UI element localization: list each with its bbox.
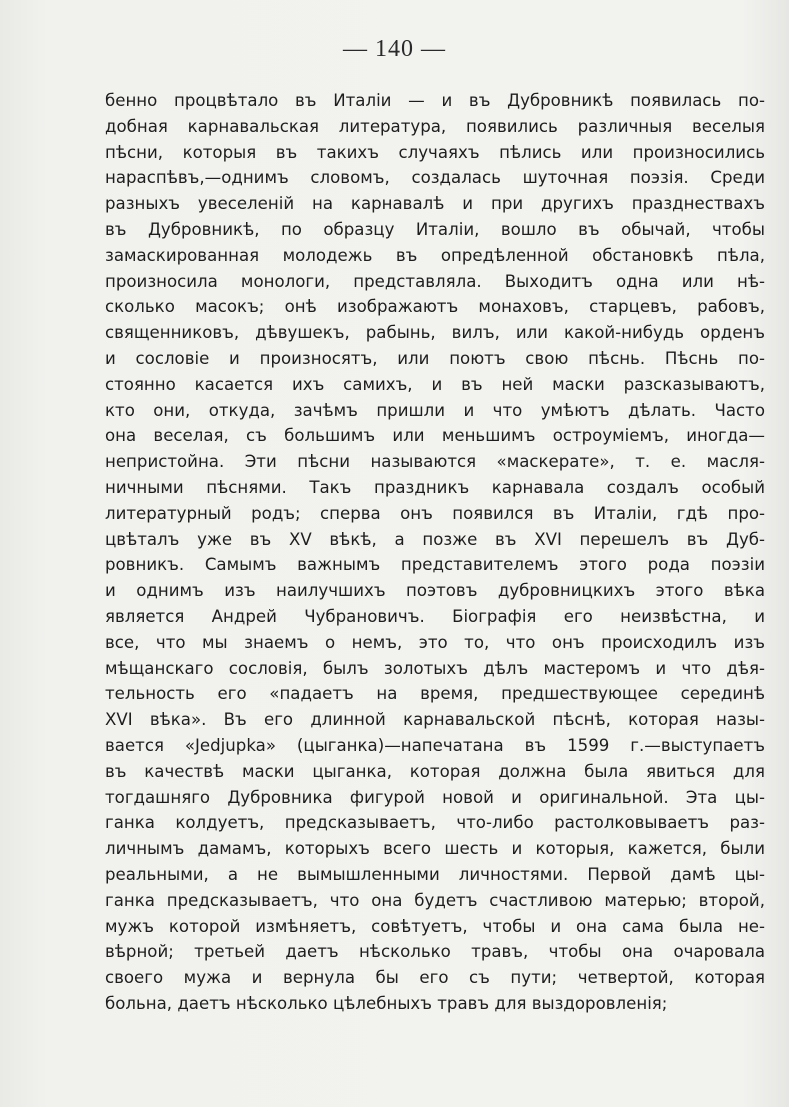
text-line: и сословіе и произносятъ, или поютъ свою пѣснь. Пѣснь по- (105, 348, 765, 368)
text-line: она веселая, съ большимъ или меньшимъ остроуміемъ, иногда— (105, 426, 765, 446)
text-line: реальными, а не вымышленными личностями. Первой дамѣ цы- (105, 864, 765, 884)
text-line: является Андрей Чубрановичъ. Біографія его неизвѣстна, и (105, 606, 765, 626)
text-line: больна, даетъ нѣсколько цѣлебныхъ травъ для выздоровленія; (105, 993, 668, 1013)
text-line: непристойна. Эти пѣсни называются «маскерате», т. е. масля- (105, 452, 765, 472)
text-line: литературный родъ; сперва онъ появился въ Италіи, гдѣ про- (105, 503, 765, 523)
text-line: добная карнавальская литература, появились различныя веселыя (105, 116, 765, 136)
text-line: личнымъ дамамъ, которыхъ всего шесть и которыя, кажется, были (105, 839, 765, 859)
text-line: разныхъ увеселеній на карнавалѣ и при другихъ празднествахъ (105, 194, 765, 214)
text-line: кто они, откуда, зачѣмъ пришли и что умѣютъ дѣлать. Часто (105, 400, 765, 420)
body-text (105, 88, 765, 1017)
text-line: ганка предсказываетъ, что она будетъ счастливою матерью; второй, (105, 890, 765, 910)
text-line: тогдашняго Дубровника фигурой новой и оригинальной. Эта цы- (105, 787, 765, 807)
text-line: цвѣталъ уже въ XV вѣкѣ, а позже въ XVI перешелъ въ Дуб- (105, 529, 765, 549)
text-line: мѣщанскаго сословія, былъ золотыхъ дѣлъ мастеромъ и что дѣя- (105, 658, 765, 678)
text-line: мужъ которой измѣняетъ, совѣтуетъ, чтобы и она сама была не- (105, 916, 765, 936)
text-line: въ качествѣ маски цыганка, которая должна была явиться для (105, 761, 765, 781)
text-line: XVI вѣка». Въ его длинной карнавальской пѣснѣ, которая назы- (105, 710, 765, 730)
text-line: стоянно касается ихъ самихъ, и въ ней маски разсказываютъ, (105, 374, 765, 394)
text-line: своего мужа и вернула бы его съ пути; четвертой, которая (105, 968, 765, 988)
text-line: все, что мы знаемъ о немъ, это то, что онъ происходилъ изъ (105, 632, 765, 652)
text-line: вается «Jedjupka» (цыганка)—напечатана въ 1599 г.—выступаетъ (105, 735, 765, 755)
text-line: произносила монологи, представляла. Выходитъ одна или нѣ- (105, 271, 765, 291)
text-line: ничными пѣснями. Такъ праздникъ карнавала создалъ особый (105, 477, 765, 497)
text-line: вѣрной; третьей даетъ нѣсколько травъ, чтобы она очаровала (105, 942, 765, 962)
text-line: тельность его «падаетъ на время, предшествующее серединѣ (105, 684, 765, 704)
text-line: ганка колдуетъ, предсказываетъ, что-либо растолковываетъ раз- (105, 813, 765, 833)
text-line: въ Дубровникѣ, по образцу Италіи, вошло въ обычай, чтобы (105, 219, 765, 239)
text-line: замаскированная молодежь въ опредѣленной обстановкѣ пѣла, (105, 245, 765, 265)
text-line: бенно процвѣтало въ Италіи — и въ Дубровникѣ появилась по- (105, 91, 765, 110)
page-number: — 140 — (343, 36, 446, 62)
text-line: нараспѣвъ,—однимъ словомъ, создалась шуточная поэзія. Среди (105, 168, 765, 188)
text-line: пѣсни, которыя въ такихъ случаяхъ пѣлись или произносились (105, 142, 765, 162)
text-line: и однимъ изъ наилучшихъ поэтовъ дубровницкихъ этого вѣка (105, 581, 765, 601)
text-line: сколько масокъ; онѣ изображаютъ монаховъ, старцевъ, рабовъ, (105, 297, 765, 317)
text-line: священниковъ, дѣвушекъ, рабынь, вилъ, или какой-нибудь орденъ (105, 323, 765, 343)
text-line: ровникъ. Самымъ важнымъ представителемъ этого рода поэзіи (105, 555, 765, 575)
